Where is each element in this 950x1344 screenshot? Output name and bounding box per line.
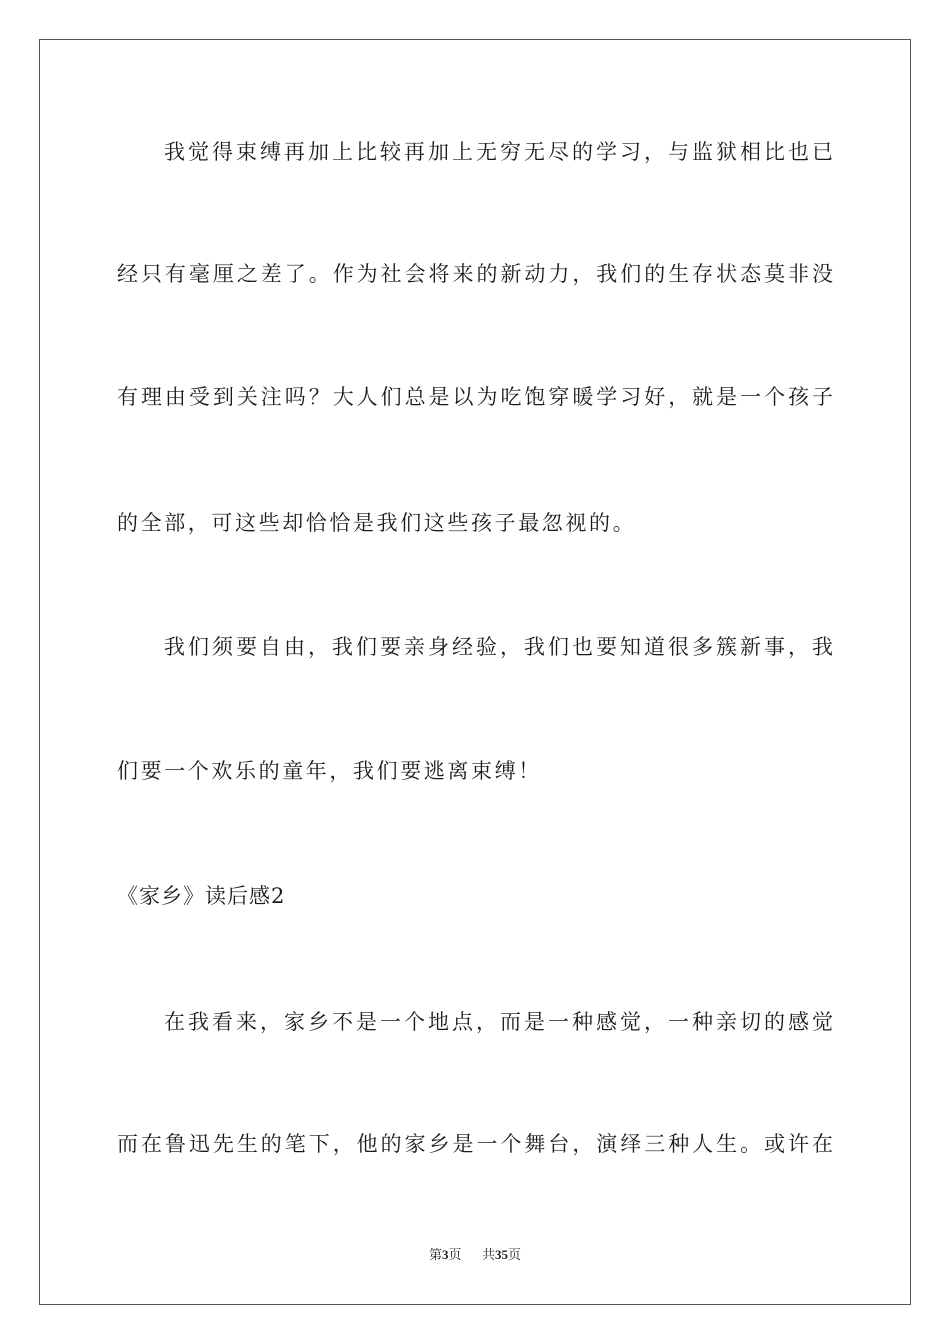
page-frame: [39, 39, 911, 1305]
paragraph-line-7: 在我看来，家乡不是一个地点，而是一种感觉，一种亲切的感觉: [164, 1010, 833, 1034]
paragraph-line-5: 我们须要自由，我们要亲身经验，我们也要知道很多簇新事，我: [164, 635, 833, 659]
paragraph-line-4: 的全部，可这些却恰恰是我们这些孩子最忽视的。: [117, 511, 637, 535]
paragraph-line-8: 而在鲁迅先生的笔下，他的家乡是一个舞台，演绎三种人生。或许在: [117, 1132, 833, 1156]
footer-total-prefix: 共: [482, 1247, 496, 1262]
paragraph-line-3: 有理由受到关注吗？大人们总是以为吃饱穿暖学习好，就是一个孩子: [117, 385, 833, 409]
paragraph-line-2: 经只有毫厘之差了。作为社会将来的新动力，我们的生存状态莫非没: [117, 262, 833, 286]
footer-page-number: 3: [441, 1247, 449, 1262]
paragraph-line-6: 们要一个欢乐的童年，我们要逃离束缚！: [117, 759, 542, 783]
paragraph-line-1: 我觉得束缚再加上比较再加上无穷无尽的学习，与监狱相比也已: [164, 140, 833, 164]
footer-total-pages: 35: [495, 1247, 509, 1262]
section-heading: 《家乡》读后感2: [117, 884, 286, 908]
footer-total-suffix: 页: [508, 1247, 522, 1262]
page-footer: [0, 1246, 950, 1264]
footer-page-suffix: 页: [448, 1247, 462, 1262]
footer-page-prefix: 第: [428, 1247, 442, 1262]
